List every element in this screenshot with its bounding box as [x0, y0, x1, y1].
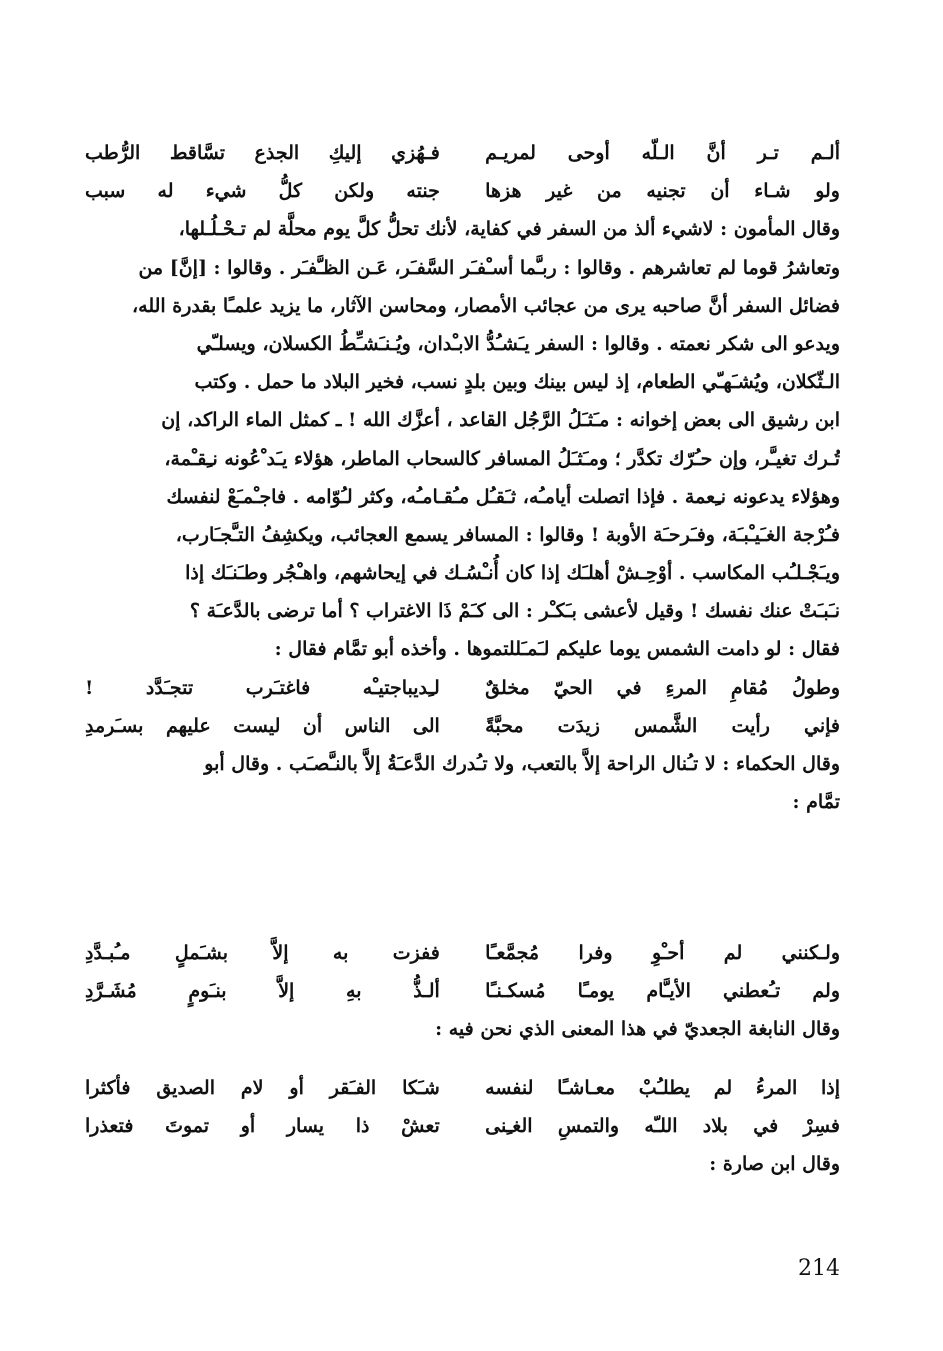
prose-line: ويدعو الى شكر نعمته . وقالوا : السفر يـَشـُدُّ الابـْدان، ويُـنـَشـِّطُ الكسلان، ويسلـّي: [196, 332, 840, 355]
verse-first-hemistich: فإني رأيت الشَّمس زيدَت محبَّةً: [485, 714, 840, 737]
text-block-3: [85, 1069, 840, 1184]
prose-line: وهؤلاء يدعونه نـِعمة . فإذا اتصلت أيامـُه، ثـَقـُل مـُقـامـُه، وكثر لـُوّامه . فاجـْمـَعْ لنفسك: [166, 485, 840, 508]
text-block-2: [85, 934, 840, 1049]
verse-second-hemistich: جنته ولكن كلُّ شيء له سبب: [85, 180, 440, 203]
poem-verse: [85, 1107, 840, 1145]
verse-second-hemistich: تعشْ ذا يسار أو تموتَ فتعذرا: [85, 1115, 440, 1138]
verse-first-hemistich: ولـكنني لم أحـْوِ وفرا مُجمَّعـًا: [485, 942, 840, 964]
poem-verse: [85, 707, 840, 745]
prose-line: وقال النابغة الجعديّ في هذا المعنى الذي نحن فيه :: [435, 1018, 840, 1041]
text-block-1: [85, 134, 840, 821]
poem-verse: [85, 172, 840, 210]
verse-second-hemistich: الى الناس أن ليست عليهم بسـَرمدِ: [85, 714, 440, 737]
prose-line: ويـَجْـلـُب المكاسب . أوْحِـشْ أهلـَك إذا كان أُنـْسُـك في إيحاشهم، واهـْجُر وطـَنـَك إذا: [185, 562, 840, 585]
prose-line: ابن رشيق الى بعض إخوانه : مـَثـَلُ الرَّجُل القاعد ، أعزَّك الله ! ـ كمثل الماء الراكد، إن: [161, 409, 840, 432]
prose-line: وتعاشرُ قوما لم تعاشرهم . وقالوا : ربـَّما أسـْفـَر السَّفـَر، عَـن الظـَّفـَر . وقالوا : [إنَّ] من: [138, 256, 840, 279]
prose-line: فضائل السفر أنَّ صاحبه يرى من عجائب الأمصار، ومحاسن الآثار، ما يزيد علمـًا بقدرة الله،: [132, 294, 840, 317]
verse-second-hemistich: ألـذُّ بهِ إلاَّ بنـَومٍ مُشَـرَّدِ: [85, 980, 440, 1003]
verse-first-hemistich: وطولُ مُقامِ المرءِ في الحيّ مخلقٌ: [485, 676, 840, 699]
prose-line: الـثّكلان، ويُشـَهـّي الطعام، إذ ليس بينك وبين بلدٍ نسب، فخير البلاد ما حمل . وكتب: [194, 371, 840, 394]
prose-line: وقال الحكماء : لا تـُنال الراحة إلاَّ بالتعب، ولا تـُدرك الدَّعـَةُ إلاَّ بالنـَّصـَب . وقال أبو: [204, 753, 840, 775]
poem-verse: [85, 972, 840, 1010]
verse-second-hemistich: فـهُزي إليكِ الجذع تسَّاقط الرُّطب: [85, 142, 440, 164]
prose-line: فـُرْجة الغـَيـْبـَة، وفـَرحـَة الأوبة ! وقالوا : المسافر يسمع العجائب، ويكشِفُ التـَّجـَارب،: [175, 523, 840, 546]
prose-line: نـَبـَتْ عنك نفسك ! وقيل لأعشى بـَكـْر : الى كـَمْ ذَا الاغتراب ؟ أما ترضى بالدَّعـَة ؟: [189, 600, 840, 623]
prose-line: تمَّام :: [792, 791, 840, 814]
verse-first-hemistich: فسِرْ في بلاد اللـّه والتمسِ الغـِنى: [485, 1115, 840, 1138]
prose-line: وقال ابن صارة :: [709, 1153, 840, 1176]
verse-second-hemistich: شـَكا الفـَقر أو لام الصديق فأكثرا: [85, 1077, 440, 1099]
verse-first-hemistich: ولم تـُعطني الأيـَّام يومـًا مُسكـنـًا: [485, 980, 840, 1003]
prose-line: فقال : لو دامت الشمس يوما عليكم لـَمـَللتموها . وأخذه أبو تمَّام فقال :: [274, 638, 840, 661]
poem-verse: [85, 134, 840, 172]
poem-verse: [85, 669, 840, 707]
verse-first-hemistich: ألـم تـر أنَّ الـلّه أوحى لمريـم: [485, 142, 840, 164]
prose-line: تُـرك تغيـَّر، وإن حـُرّك تكدَّر ؛ ومـَثـَلُ المسافر كالسحاب الماطر، هؤلاء يـَد ْعُونه نـِقـْمة،: [164, 447, 840, 470]
verse-second-hemistich: لـِديباجتيـْه فاغتـَرب تتجـَدَّد !: [85, 676, 440, 699]
page-number: 214: [798, 1256, 840, 1281]
verse-first-hemistich: ولو شـاء أن تجنيه من غير هزها: [485, 180, 840, 203]
prose-line: وقال المأمون : لاشيء ألذ من السفر في كفاية، لأنك تحلُّ كلَّ يوم محلَّة لم تـحْـلُـلها،: [178, 218, 840, 241]
poem-verse: [85, 1069, 840, 1107]
verse-first-hemistich: إذا المرءُ لم يطلـُبْ معـاشـًا لنفسه: [485, 1077, 840, 1099]
verse-second-hemistich: ففزت به إلاَّ بشـَملٍ مـُبـدَّدِ: [85, 942, 440, 964]
poem-verse: [85, 934, 840, 972]
